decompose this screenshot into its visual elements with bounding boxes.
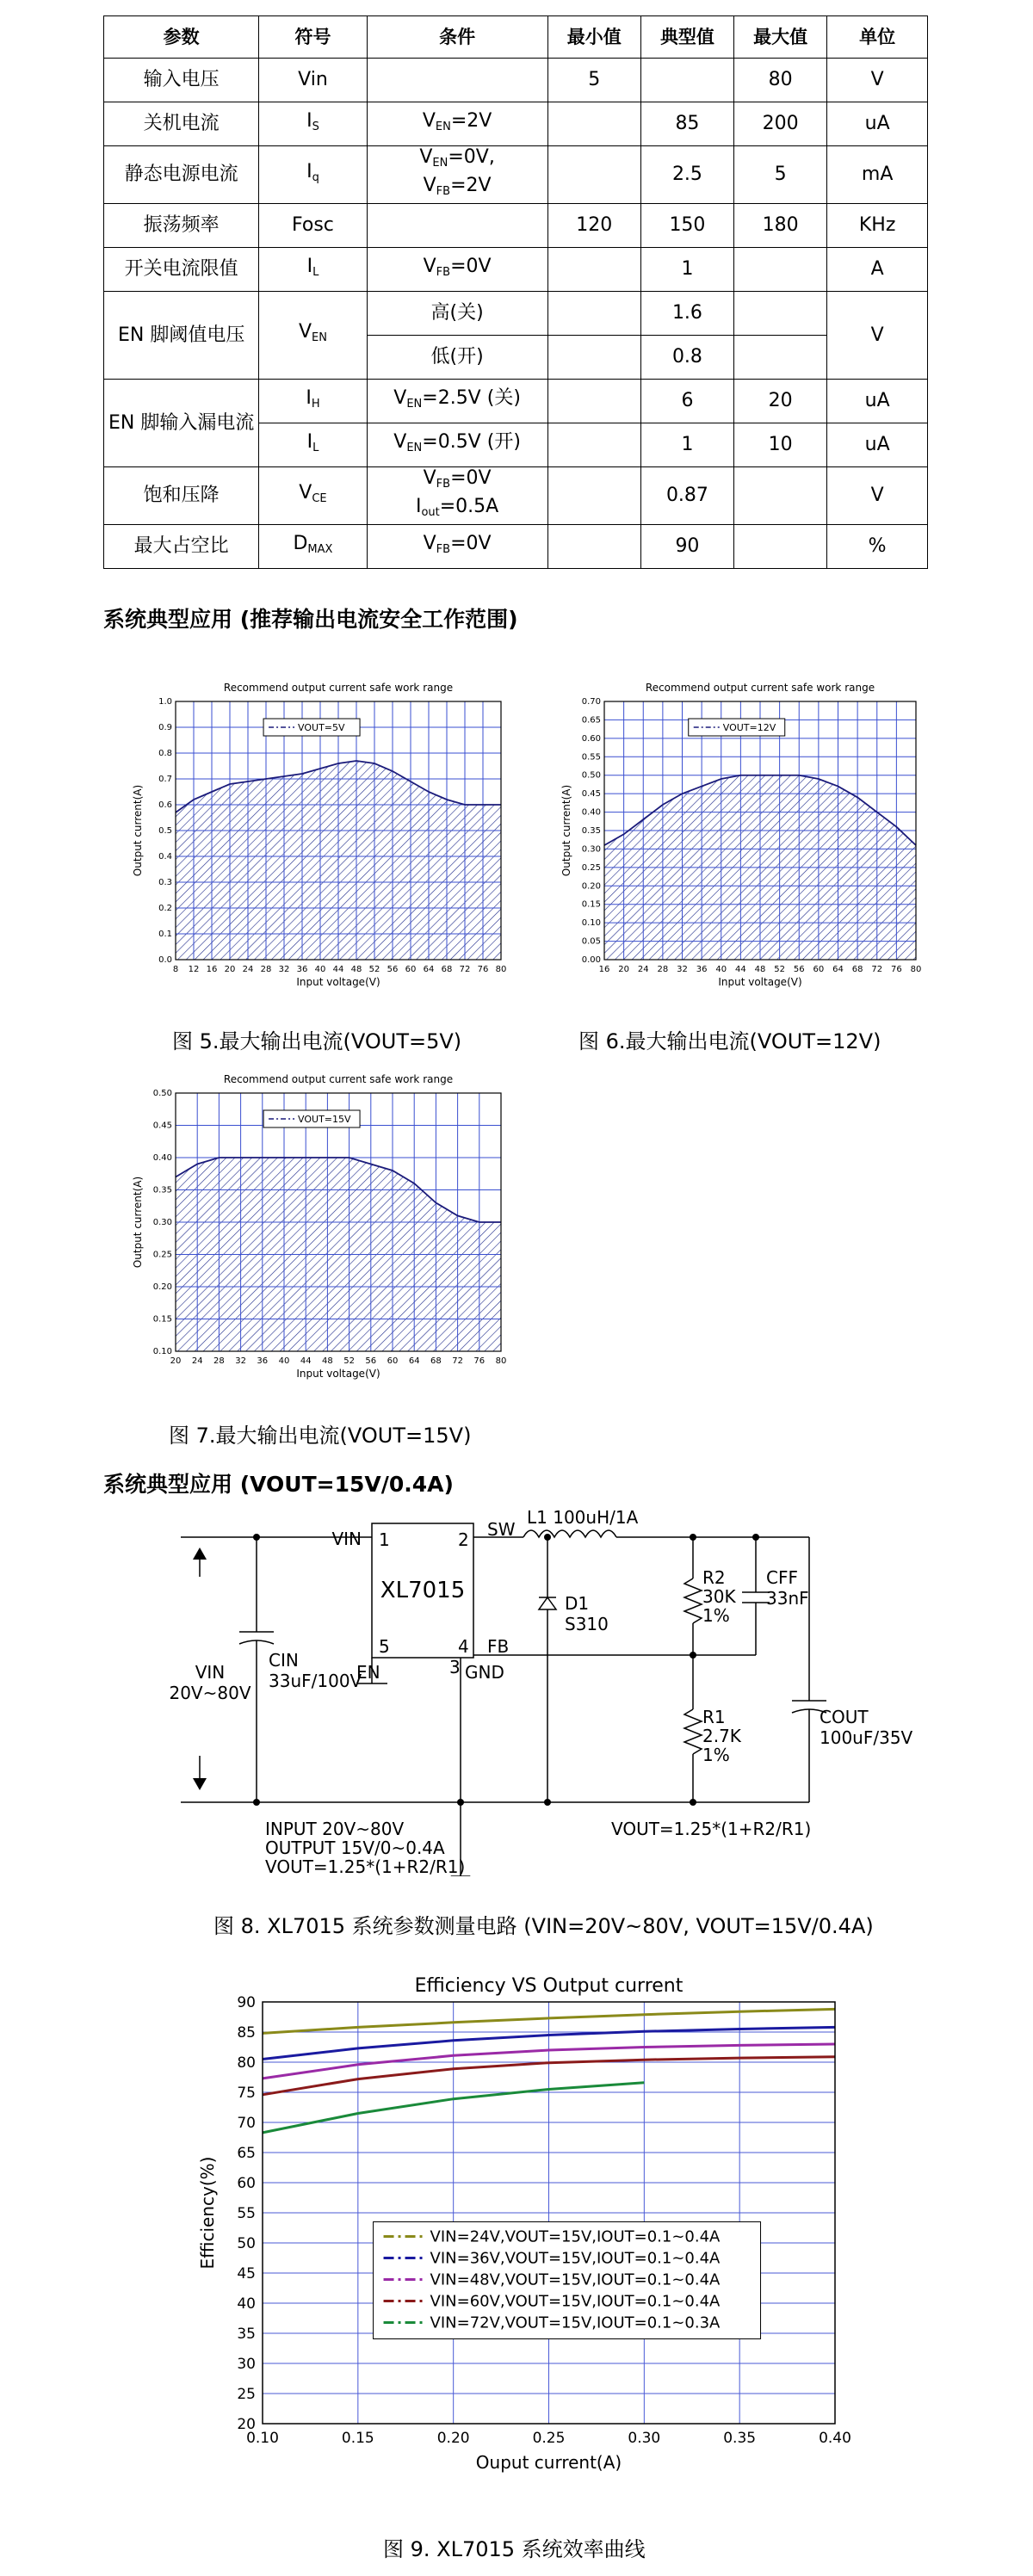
cell-max: 20: [734, 380, 827, 423]
application-circuit-diagram: [0, 1498, 1033, 1876]
cond-text: $V_{FB}=2V$: [423, 175, 492, 198]
cell-unit: uA: [827, 102, 928, 146]
x-tick-label: 20: [224, 965, 236, 974]
y-tick-label: 35: [237, 2326, 256, 2343]
pin5-label: 5: [379, 1636, 390, 1657]
chart-vout-15v: [121, 1059, 516, 1403]
r1-value: 2.7K: [702, 1726, 741, 1746]
table-row: [104, 380, 928, 423]
caption-fig6: 图 6.最大输出电流(VOUT=12V): [578, 1029, 881, 1053]
y-tick-label: 65: [237, 2145, 256, 2162]
chart-vout-12v: [558, 667, 928, 1011]
symbol-text: $V_{EN}$: [298, 321, 327, 344]
pin3-label: 3: [449, 1657, 461, 1677]
chart-title: Efficiency VS Output current: [414, 1975, 684, 1997]
x-tick-label: 24: [637, 965, 649, 974]
x-tick-label: 48: [754, 965, 766, 974]
pin-gnd-label: GND: [465, 1662, 504, 1683]
table-row: [104, 204, 928, 248]
cout-name: COUT: [820, 1707, 869, 1727]
y-tick-label: 20: [237, 2416, 256, 2433]
y-tick-label: 50: [237, 2235, 256, 2252]
cell-typ: 1: [640, 248, 733, 292]
cell-max: 80: [734, 59, 827, 102]
col-header: 单位: [827, 16, 928, 59]
cell-min: [547, 146, 640, 204]
cell-max: [734, 292, 827, 336]
chart-efficiency: [172, 1971, 861, 2505]
cell-cond: 高(关): [367, 292, 547, 336]
symbol-text: $I_S$: [306, 109, 319, 133]
col-header: 典型值: [640, 16, 733, 59]
col-header: 最小值: [547, 16, 640, 59]
cell-symbol: [259, 102, 367, 146]
cell-min: [547, 102, 640, 146]
y-tick-label: 0.10: [152, 1347, 172, 1356]
x-tick-label: 36: [257, 1356, 269, 1366]
cond-text: $V_{EN}=2V$: [422, 109, 492, 133]
cell-unit: %: [827, 525, 928, 569]
y-tick-label: 0.5: [158, 826, 172, 836]
y-tick-label: 0.9: [158, 723, 172, 732]
y-tick-label: 0.60: [581, 733, 601, 744]
cin-name: CIN: [269, 1650, 299, 1671]
x-tick-label: 76: [473, 1356, 486, 1366]
legend-label: VOUT=15V: [298, 1114, 351, 1125]
x-tick-label: 36: [696, 965, 708, 974]
cell-min: [547, 380, 640, 423]
x-tick-label: 52: [774, 965, 785, 974]
section-title-safe-range: 系统典型应用 (推荐输出电流安全工作范围): [103, 607, 518, 632]
legend-label: VIN=24V,VOUT=15V,IOUT=0.1~0.4A: [430, 2227, 721, 2246]
cell-unit: V: [827, 59, 928, 102]
legend-label: VIN=72V,VOUT=15V,IOUT=0.1~0.3A: [430, 2313, 721, 2332]
cond-text: $V_{FB}=0V$: [423, 532, 492, 556]
y-tick-label: 70: [237, 2115, 256, 2132]
cell-cond: [367, 59, 547, 102]
pin-vin-label: VIN: [331, 1529, 362, 1549]
cell-typ: 150: [640, 204, 733, 248]
symbol-text: $D_{MAX}$: [293, 532, 333, 556]
x-tick-label: 56: [793, 965, 805, 974]
y-tick-label: 0.4: [158, 852, 172, 862]
y-tick-label: 0.25: [152, 1250, 172, 1260]
circuit-note-input: INPUT 20V~80V: [265, 1819, 405, 1839]
cell-cond: [367, 423, 547, 467]
y-tick-label: 0.40: [581, 807, 601, 818]
cell-min: [547, 467, 640, 525]
x-tick-label: 56: [365, 1356, 377, 1366]
cell-cond: [367, 525, 547, 569]
caption-fig8: 图 8. XL7015 系统参数测量电路 (VIN=20V~80V, VOUT=15V/0.4A): [213, 1914, 874, 1938]
y-tick-label: 45: [237, 2265, 256, 2283]
x-tick-label: 40: [314, 965, 326, 974]
x-axis-label: Input voltage(V): [296, 1368, 380, 1380]
cell-param: 最大占空比: [104, 525, 259, 569]
symbol-text: $I_q$: [306, 160, 319, 184]
col-header: 最大值: [734, 16, 827, 59]
x-tick-label: 72: [459, 965, 471, 974]
r1-tolerance: 1%: [702, 1745, 730, 1765]
cell-typ: 90: [640, 525, 733, 569]
legend-label: VOUT=12V: [722, 722, 776, 733]
y-tick-label: 0.30: [581, 844, 601, 855]
caption-fig9: 图 9. XL7015 系统效率曲线: [383, 2537, 646, 2561]
cell-typ: 1.6: [640, 292, 733, 336]
y-tick-label: 0.8: [158, 749, 172, 758]
ic-name: XL7015: [380, 1578, 466, 1603]
cell-typ: 1: [640, 423, 733, 467]
y-tick-label: 0.15: [152, 1314, 172, 1325]
y-tick-label: 0.30: [152, 1218, 172, 1227]
y-axis-label: Output current(A): [132, 784, 144, 877]
x-tick-label: 80: [495, 1356, 507, 1366]
x-tick-label: 36: [296, 965, 308, 974]
x-tick-label: 60: [813, 965, 825, 974]
y-tick-label: 0.65: [581, 715, 601, 726]
x-tick-label: 76: [477, 965, 489, 974]
x-tick-label: 20: [618, 965, 629, 974]
cell-cond: [367, 146, 547, 204]
cell-unit: uA: [827, 423, 928, 467]
y-tick-label: 60: [237, 2175, 256, 2192]
y-tick-label: 1.0: [158, 697, 172, 707]
cond-text: $V_{EN}=2.5V$ (关): [393, 386, 521, 411]
legend-label: VIN=48V,VOUT=15V,IOUT=0.1~0.4A: [430, 2270, 721, 2289]
x-tick-label: 0.30: [628, 2430, 661, 2447]
x-tick-label: 12: [188, 965, 200, 974]
cell-symbol: [259, 423, 367, 467]
y-tick-label: 80: [237, 2054, 256, 2072]
cond-text: $V_{EN}=0V$,: [419, 146, 495, 170]
x-tick-label: 0.20: [436, 2430, 470, 2447]
cell-typ: 2.5: [640, 146, 733, 204]
x-tick-label: 52: [368, 965, 380, 974]
cell-min: [547, 248, 640, 292]
symbol-text: $V_{CE}$: [299, 481, 327, 505]
cell-cond: [367, 204, 547, 248]
y-tick-label: 0.70: [581, 697, 601, 707]
y-tick-label: 0.2: [158, 904, 172, 913]
cell-typ: [640, 59, 733, 102]
chart-title: Recommend output current safe work range: [223, 1073, 454, 1085]
y-tick-label: 0.3: [158, 878, 172, 887]
x-axis-label: Input voltage(V): [718, 976, 802, 988]
x-tick-label: 72: [452, 1356, 463, 1366]
cell-symbol: [259, 380, 367, 423]
cond-text: $I_{out}=0.5A$: [415, 496, 499, 519]
y-tick-label: 0.20: [152, 1282, 172, 1292]
section-title-circuit: 系统典型应用 (VOUT=15V/0.4A): [103, 1472, 454, 1497]
table-row: [104, 59, 928, 102]
x-tick-label: 40: [715, 965, 727, 974]
x-tick-label: 52: [343, 1356, 355, 1366]
cff-value: 33nF: [766, 1588, 809, 1609]
cell-typ: 85: [640, 102, 733, 146]
chart-vout-5v: [121, 667, 516, 1011]
y-tick-label: 0.7: [158, 775, 172, 784]
r2-name: R2: [702, 1567, 726, 1588]
x-tick-label: 56: [387, 965, 399, 974]
x-tick-label: 16: [206, 965, 218, 974]
caption-fig7: 图 7.最大输出电流(VOUT=15V): [169, 1424, 472, 1448]
y-tick-label: 85: [237, 2024, 256, 2042]
x-tick-label: 8: [172, 965, 179, 974]
pin-fb-label: FB: [487, 1636, 510, 1657]
cell-max: [734, 248, 827, 292]
cell-cond: [367, 467, 547, 525]
y-tick-label: 0.05: [581, 936, 601, 947]
cell-max: [734, 336, 827, 380]
cell-param: EN 脚输入漏电流: [104, 380, 259, 467]
pin1-label: 1: [379, 1529, 390, 1550]
y-tick-label: 0.6: [158, 800, 172, 810]
x-tick-label: 64: [423, 965, 435, 974]
y-tick-label: 0.25: [581, 862, 601, 873]
pin2-label: 2: [458, 1529, 469, 1550]
x-tick-label: 32: [235, 1356, 246, 1366]
vin-range: 20V~80V: [169, 1683, 251, 1703]
y-tick-label: 40: [237, 2295, 256, 2313]
cell-max: 180: [734, 204, 827, 248]
symbol-text: $I_L$: [306, 255, 319, 279]
cond-text: $V_{FB}=0V$: [423, 467, 492, 491]
cell-min: [547, 336, 640, 380]
cell-unit: V: [827, 292, 928, 380]
y-tick-label: 0.55: [581, 752, 601, 763]
cell-symbol: [259, 146, 367, 204]
legend-label: VIN=36V,VOUT=15V,IOUT=0.1~0.4A: [430, 2249, 721, 2268]
col-header: 符号: [259, 16, 367, 59]
table-row: [104, 525, 928, 569]
x-tick-label: 80: [910, 965, 922, 974]
x-tick-label: 64: [408, 1356, 420, 1366]
y-axis-label: Output current(A): [560, 784, 572, 877]
cell-min: [547, 423, 640, 467]
y-tick-label: 30: [237, 2356, 256, 2373]
x-tick-label: 60: [387, 1356, 399, 1366]
cell-unit: uA: [827, 380, 928, 423]
symbol-text: $I_H$: [306, 386, 320, 411]
circuit-formula: VOUT=1.25*(1+R2/R1): [611, 1819, 812, 1839]
y-tick-label: 0.35: [581, 826, 601, 836]
circuit-note-formula: VOUT=1.25*(1+R2/R1): [265, 1856, 466, 1876]
pin-en-label: EN: [356, 1662, 380, 1683]
x-axis-label: Input voltage(V): [296, 976, 380, 988]
cell-cond: [367, 380, 547, 423]
cell-param: 关机电流: [104, 102, 259, 146]
x-tick-label: 60: [405, 965, 417, 974]
cell-symbol: [259, 467, 367, 525]
col-header: 条件: [367, 16, 547, 59]
cff-name: CFF: [766, 1567, 798, 1588]
caption-fig5: 图 5.最大输出电流(VOUT=5V): [172, 1029, 462, 1053]
cell-cond: [367, 102, 547, 146]
cell-min: [547, 525, 640, 569]
y-tick-label: 0.15: [581, 899, 601, 910]
y-tick-label: 0.1: [158, 930, 172, 939]
x-tick-label: 44: [300, 1356, 312, 1366]
cell-max: [734, 467, 827, 525]
cell-unit: A: [827, 248, 928, 292]
y-axis-label: Output current(A): [132, 1176, 144, 1269]
symbol-text: $I_L$: [306, 430, 319, 454]
cell-symbol: Fosc: [259, 204, 367, 248]
y-tick-label: 55: [237, 2205, 256, 2222]
vin-label: VIN: [195, 1662, 226, 1683]
y-tick-label: 0.50: [581, 770, 601, 781]
cin-value: 33uF/100V: [269, 1671, 362, 1691]
x-tick-label: 68: [441, 965, 453, 974]
cond-text: $V_{EN}=0.5V$ (开): [393, 430, 521, 454]
x-tick-label: 44: [332, 965, 344, 974]
x-tick-label: 68: [851, 965, 863, 974]
chart-title: Recommend output current safe work range: [223, 682, 454, 694]
cell-min: 120: [547, 204, 640, 248]
x-tick-label: 0.10: [246, 2430, 279, 2447]
x-tick-label: 0.40: [819, 2430, 851, 2447]
cell-typ: 0.8: [640, 336, 733, 380]
x-tick-label: 32: [278, 965, 290, 974]
cell-max: 5: [734, 146, 827, 204]
table-row: [104, 248, 928, 292]
cell-max: 200: [734, 102, 827, 146]
x-axis-label: Ouput current(A): [475, 2452, 622, 2473]
table-header-row: [104, 16, 928, 59]
x-tick-label: 0.25: [532, 2430, 566, 2447]
x-tick-label: 16: [598, 965, 610, 974]
chart-title: Recommend output current safe work range: [645, 682, 875, 694]
x-tick-label: 0.15: [341, 2430, 374, 2447]
y-tick-label: 0.40: [152, 1153, 172, 1163]
y-tick-label: 0.50: [152, 1089, 172, 1098]
cell-param: 振荡频率: [104, 204, 259, 248]
pin4-label: 4: [458, 1636, 469, 1657]
cell-param: 静态电源电流: [104, 146, 259, 204]
x-tick-label: 80: [495, 965, 507, 974]
table-row: [104, 146, 928, 204]
x-tick-label: 76: [891, 965, 902, 974]
circuit-note-output: OUTPUT 15V/0~0.4A: [265, 1838, 445, 1858]
cout-value: 100uF/35V: [820, 1727, 913, 1748]
y-tick-label: 0.10: [581, 918, 601, 929]
y-tick-label: 0.20: [581, 881, 601, 892]
table-row: [104, 467, 928, 525]
x-tick-label: 72: [871, 965, 883, 974]
legend-label: VOUT=5V: [298, 722, 345, 733]
pin-sw-label: SW: [487, 1519, 516, 1540]
diode-name: D1: [565, 1593, 590, 1614]
cell-cond: 低(开): [367, 336, 547, 380]
y-tick-label: 90: [237, 1994, 256, 2011]
cell-symbol: Vin: [259, 59, 367, 102]
cell-max: [734, 525, 827, 569]
x-tick-label: 68: [430, 1356, 442, 1366]
cell-unit: KHz: [827, 204, 928, 248]
cell-unit: V: [827, 467, 928, 525]
y-tick-label: 0.00: [581, 955, 601, 965]
cell-param: EN 脚阈值电压: [104, 292, 259, 380]
x-tick-label: 40: [278, 1356, 290, 1366]
cell-param: 开关电流限值: [104, 248, 259, 292]
x-tick-label: 28: [657, 965, 669, 974]
cell-min: [547, 292, 640, 336]
col-header: 参数: [104, 16, 259, 59]
inductor-label: L1 100uH/1A: [527, 1507, 639, 1528]
x-tick-label: 44: [735, 965, 746, 974]
cell-unit: mA: [827, 146, 928, 204]
legend-label: VIN=60V,VOUT=15V,IOUT=0.1~0.4A: [430, 2292, 721, 2311]
x-tick-label: 48: [350, 965, 362, 974]
x-tick-label: 28: [213, 1356, 225, 1366]
x-tick-label: 0.35: [723, 2430, 757, 2447]
x-tick-label: 28: [260, 965, 272, 974]
y-tick-label: 0.35: [152, 1185, 172, 1195]
cell-symbol: [259, 525, 367, 569]
electrical-spec-table: [103, 15, 928, 569]
y-tick-label: 0.45: [152, 1121, 172, 1131]
cond-text: $V_{FB}=0V$: [423, 255, 492, 279]
r2-value: 30K: [702, 1586, 736, 1607]
cell-typ: 0.87: [640, 467, 733, 525]
x-tick-label: 64: [832, 965, 844, 974]
y-tick-label: 75: [237, 2085, 256, 2102]
x-tick-label: 24: [191, 1356, 203, 1366]
table-row: [104, 102, 928, 146]
cell-max: 10: [734, 423, 827, 467]
diode-value: S310: [565, 1614, 609, 1634]
table-row: [104, 292, 928, 336]
x-tick-label: 48: [322, 1356, 333, 1366]
y-tick-label: 0.0: [158, 955, 172, 965]
y-tick-label: 0.45: [581, 789, 601, 800]
cell-symbol: [259, 248, 367, 292]
cell-param: 饱和压降: [104, 467, 259, 525]
cell-param: 输入电压: [104, 59, 259, 102]
cell-cond: [367, 248, 547, 292]
y-tick-label: 25: [237, 2386, 256, 2403]
x-tick-label: 20: [170, 1356, 182, 1366]
cell-typ: 6: [640, 380, 733, 423]
y-axis-label: Efficiency(%): [197, 2156, 218, 2270]
cell-symbol: [259, 292, 367, 380]
x-tick-label: 24: [242, 965, 254, 974]
cell-min: 5: [547, 59, 640, 102]
r2-tolerance: 1%: [702, 1605, 730, 1626]
r1-name: R1: [702, 1707, 726, 1727]
x-tick-label: 32: [677, 965, 688, 974]
